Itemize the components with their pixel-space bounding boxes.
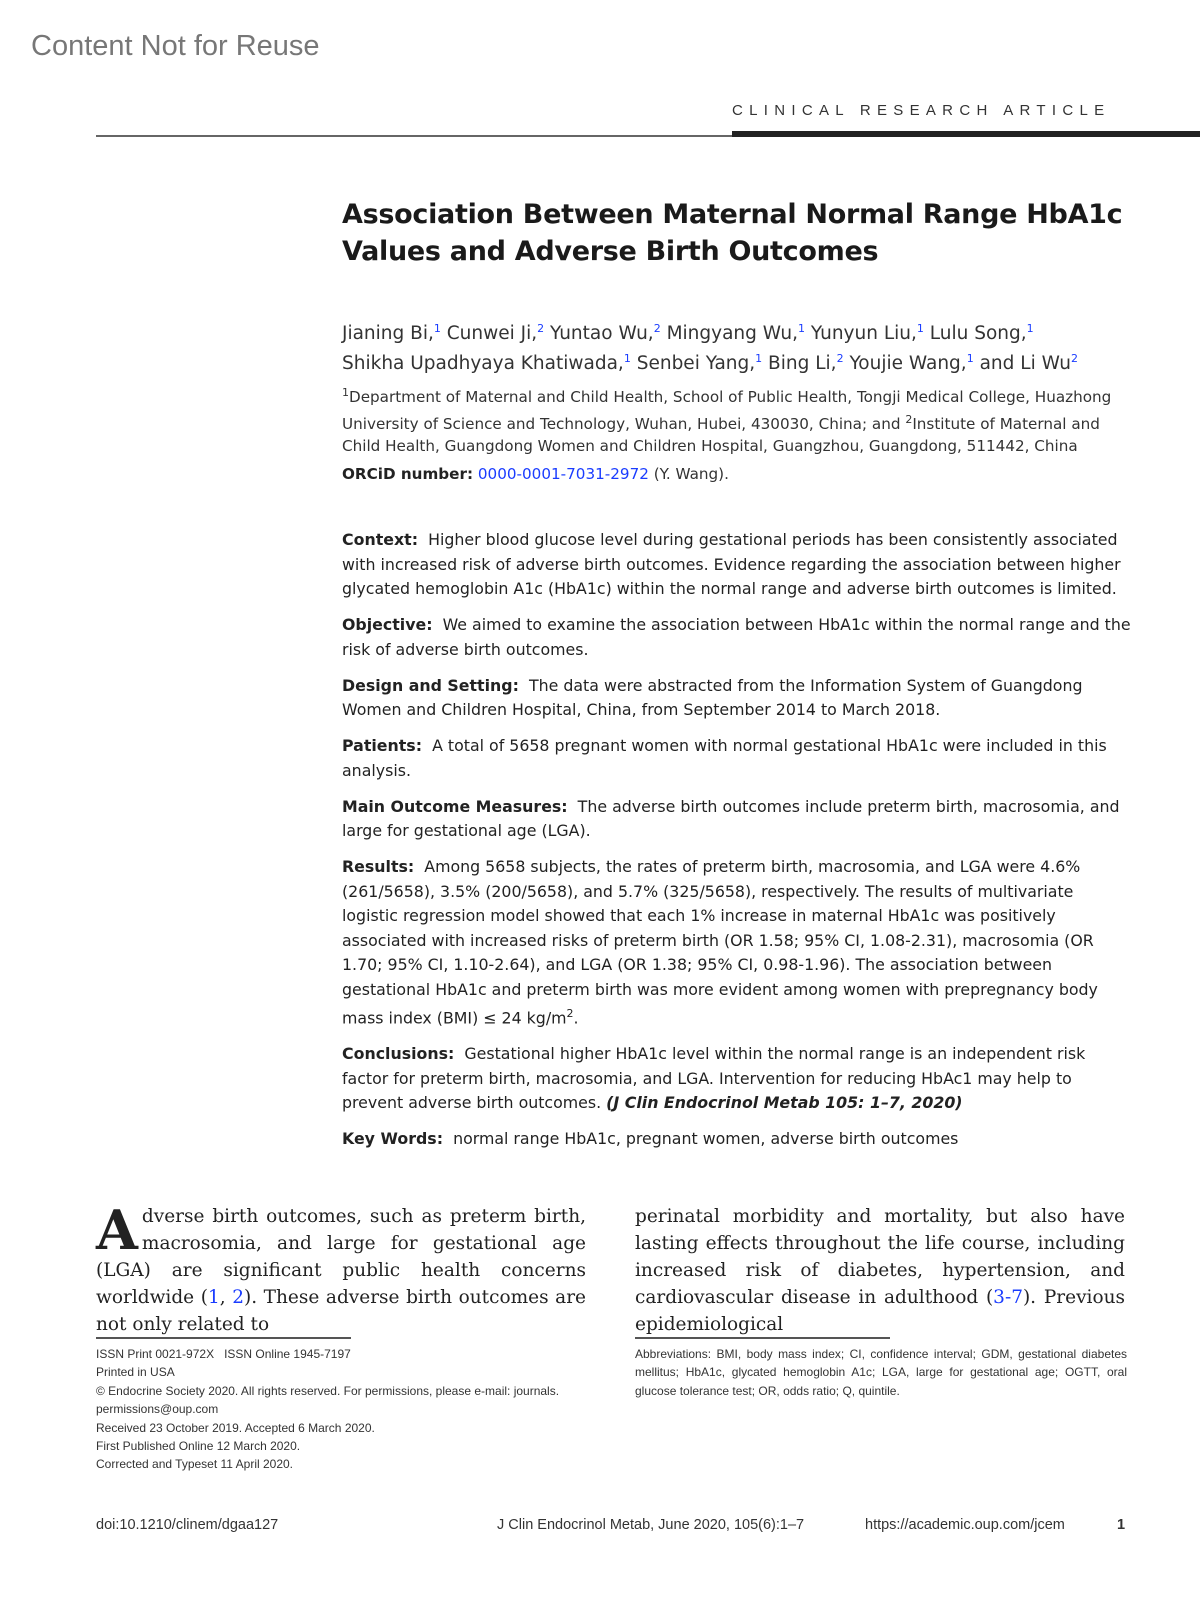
article-title: [342, 196, 1142, 270]
body-text: ). These adverse birth outcomes are not only related to: [96, 1287, 587, 1335]
body-column-left: [96, 1198, 587, 1338]
author-name: Mingyang Wu,: [666, 323, 799, 345]
drop-cap: A: [96, 1198, 138, 1262]
abstract-section: [342, 613, 1132, 662]
body-text: ). Previous epidemiological: [635, 1287, 1125, 1335]
watermark: Content Not for Reuse: [31, 30, 320, 62]
page-number: 1: [1117, 1517, 1126, 1533]
abstract-label: Design and Setting:: [342, 675, 519, 695]
abstract-section: [342, 528, 1132, 602]
author-name: Youjie Wang,: [849, 353, 967, 375]
aff-marker: 1: [755, 352, 763, 366]
aff-marker: 1: [342, 386, 349, 399]
aff-marker: 1: [1026, 322, 1034, 335]
abstract-text: The data were abstracted from the Information System of Guangdong Women and Children Hospital, China, from September 2014 to March 2018.: [342, 675, 1083, 719]
doi[interactable]: doi:10.1210/clinem/dgaa127: [96, 1517, 279, 1533]
aff-marker: 1: [623, 352, 631, 366]
affiliation-text: Institute of Maternal and Child Health, Guangdong Women and Children Hospital, Guangzhou, Guangdong, 511442, China: [342, 414, 1100, 456]
header-rule-thick: [732, 131, 1200, 137]
abstract-text: Gestational higher HbA1c level within the normal range is an independent risk factor for preterm birth, macrosomia, and LGA. Intervention for reducing HbAc1 may help to prevent adverse birth outcomes.: [342, 1044, 1086, 1113]
abstract-label: Conclusions:: [342, 1044, 455, 1064]
affiliations: [342, 382, 1132, 458]
journal-citation: J Clin Endocrinol Metab, June 2020, 105(6):1–7: [497, 1517, 805, 1533]
aff-marker: 1: [916, 322, 924, 335]
header-rule: [96, 135, 732, 137]
abstract-text: .: [573, 1008, 579, 1028]
aff-marker: 2: [905, 412, 913, 426]
footnote-rule: [635, 1337, 890, 1339]
publication-note: Printed in USA: [96, 1365, 175, 1380]
aff-marker: 2: [537, 322, 545, 335]
aff-marker: 2: [653, 322, 661, 335]
author-name: Senbei Yang,: [636, 353, 756, 375]
reference-link[interactable]: 2: [232, 1287, 244, 1308]
abbreviations-note: Abbreviations: BMI, body mass index; CI, confidence interval; GDM, gestational diabetes mellitus; HbA1c, glycated hemoglobin A1c; LGA, large for gestational age; OGTT, oral glucose tolerance test; OR, odds ratio; Q, quintile.: [635, 1347, 1127, 1398]
abstract-label: Context:: [342, 530, 419, 549]
aff-marker: 1: [798, 322, 806, 335]
publication-note: Corrected and Typeset 11 April 2020.: [96, 1457, 294, 1472]
footnote-rule: [96, 1337, 351, 1339]
reference-link[interactable]: 3-7: [993, 1287, 1023, 1308]
abstract-text: The adverse birth outcomes include preterm birth, macrosomia, and large for gestational age (LGA).: [342, 796, 1120, 840]
abstract-label: Objective:: [342, 615, 433, 634]
orcid-link[interactable]: 0000-0001-7031-2972: [477, 465, 649, 483]
section-label: CLINICAL RESEARCH ARTICLE: [732, 102, 1111, 119]
abstract-text: Higher blood glucose level during gestational periods has been consistently associated with increased risk of adverse birth outcomes. Evidence regarding the association between higher glycated hemoglobin A1c (HbA1c) within the normal range and adverse birth outcomes is limited.: [342, 530, 1121, 598]
aff-marker: 1: [966, 352, 974, 366]
author-name: Lulu Song,: [929, 323, 1027, 345]
abstract-text: normal range HbA1c, pregnant women, adverse birth outcomes: [453, 1129, 959, 1149]
abstract-section: [342, 674, 1132, 723]
abstract-section: [342, 734, 1132, 783]
abstract-section: [342, 855, 1132, 1031]
superscript: 2: [566, 1007, 574, 1020]
author-list: [342, 316, 1142, 376]
orcid-owner: (Y. Wang).: [648, 465, 729, 483]
publication-note: ISSN Print 0021-972X ISSN Online 1945-7197: [96, 1347, 351, 1361]
journal-url[interactable]: https://academic.oup.com/jcem: [865, 1517, 1065, 1533]
citation: (J Clin Endocrinol Metab 105: 1–7, 2020): [606, 1093, 963, 1113]
author-name: Bing Li,: [768, 353, 837, 375]
title-line: Values and Adverse Birth Outcomes: [342, 236, 879, 267]
abstract: [342, 528, 1132, 1163]
abstract-section: [342, 795, 1132, 844]
title-line: Association Between Maternal Normal Range HbA1c: [342, 199, 1123, 230]
aff-marker: 2: [1070, 352, 1078, 366]
abstract-text: Among 5658 subjects, the rates of preterm birth, macrosomia, and LGA were 4.6% (261/5658), 3.5% (200/5658), and 5.7% (325/5658), respectively. The results of multivariate logistic regression model showed that each 1% increase in maternal HbA1c was positively associated with increased risks of preterm birth (OR 1.58; 95% CI, 1.08-2.31), macrosomia (OR 1.70; 95% CI, 1.10-2.64), and LGA (OR 1.38; 95% CI, 0.98-1.96). The association between gestational HbA1c and preterm birth was more evident among women with prepregnancy body mass index (BMI) ≤ 24 kg/m: [342, 857, 1098, 1028]
abstract-label: Main Outcome Measures:: [342, 796, 568, 816]
publication-note: First Published Online 12 March 2020.: [96, 1439, 301, 1454]
reference-link[interactable]: 1: [207, 1287, 220, 1308]
body-column-right: [635, 1203, 1125, 1338]
body-text: perinatal morbidity and mortality, but also have lasting effects throughout the life course, including increased risk of diabetes, hypertension, and cardiovascular disease in adulthood (: [635, 1206, 1125, 1308]
publication-note: © Endocrine Society 2020. All rights reserved. For permissions, please e-mail: journals.: [96, 1383, 560, 1398]
publication-note: permissions@oup.com: [96, 1402, 219, 1417]
abstract-text: We aimed to examine the association between HbA1c within the normal range and the risk of adverse birth outcomes.: [342, 615, 1131, 659]
orcid-line: [342, 465, 729, 483]
aff-marker: 2: [836, 352, 844, 366]
author-name: Yunyun Liu,: [810, 323, 917, 345]
separator: ,: [219, 1287, 233, 1308]
abstract-label: Key Words:: [342, 1129, 444, 1149]
author-name: Cunwei Ji,: [446, 323, 538, 345]
abstract-section: [342, 1042, 1132, 1116]
author-name: and Li Wu: [979, 353, 1071, 375]
orcid-label: ORCiD number:: [342, 465, 474, 483]
abstract-label: Patients:: [342, 736, 423, 755]
author-name: Jianing Bi,: [342, 323, 434, 345]
abstract-text: A total of 5658 pregnant women with normal gestational HbA1c were included in this analysis.: [342, 736, 1107, 780]
affiliation-text: Department of Maternal and Child Health, School of Public Health, Tongji Medical College, Huazhong University of Science and Technology, Wuhan, Hubei, 430030, China; and: [342, 388, 1112, 433]
author-name: Shikha Upadhyaya Khatiwada,: [342, 353, 624, 375]
publication-notes: [96, 1345, 596, 1474]
abstract-section: [342, 1127, 1132, 1152]
author-name: Yuntao Wu,: [550, 323, 654, 345]
body-text: dverse birth outcomes, such as preterm birth, macrosomia, and large for gestational age (LGA) are significant public health concerns worldwide (: [96, 1206, 586, 1308]
aff-marker: 1: [433, 322, 441, 335]
abstract-label: Results:: [342, 857, 415, 876]
publication-note: Received 23 October 2019. Accepted 6 March 2020.: [96, 1420, 375, 1435]
